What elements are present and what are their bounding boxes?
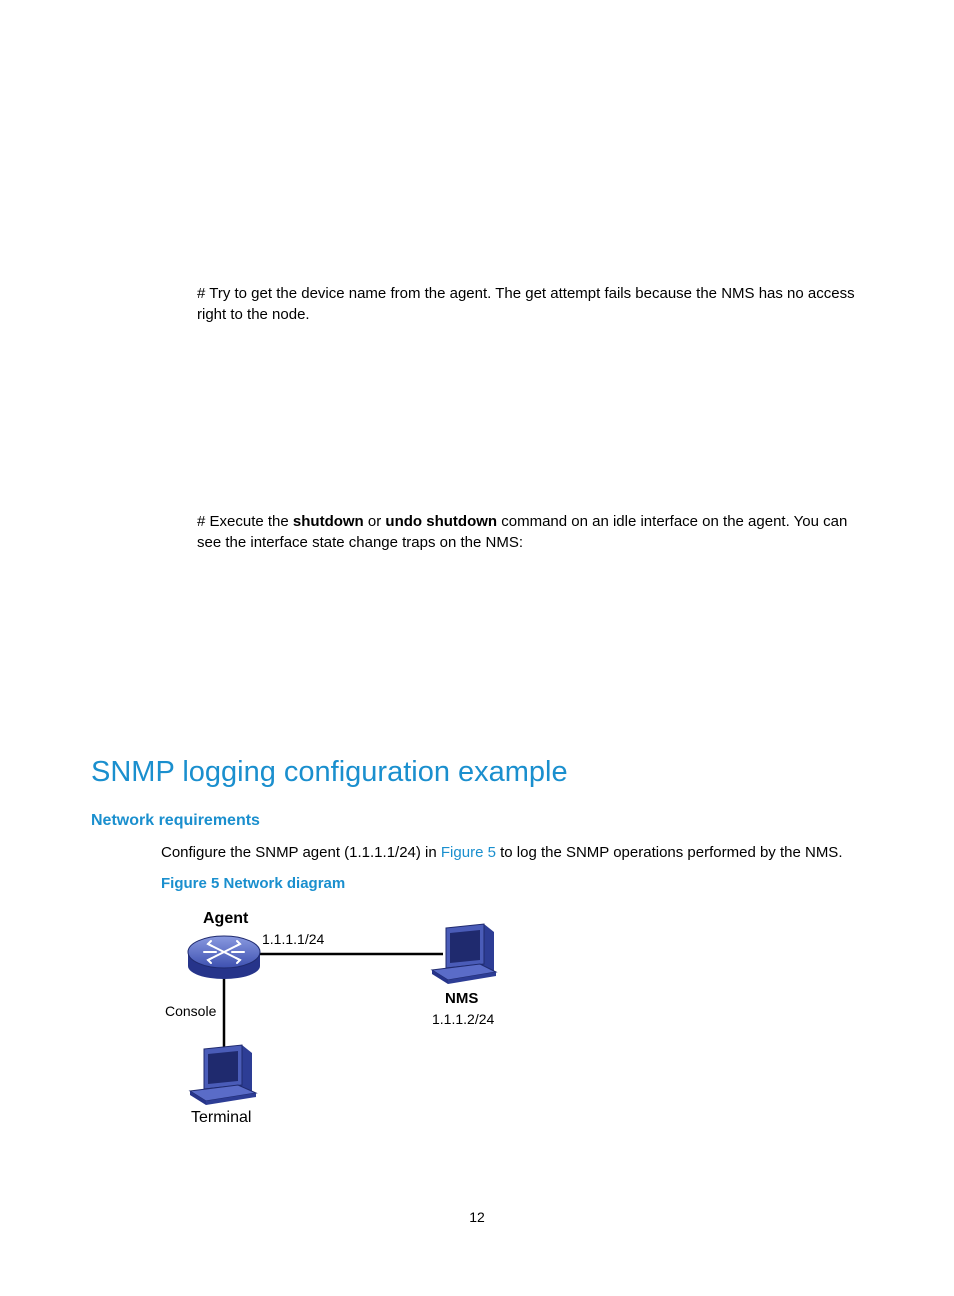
execute-prefix: # Execute the (197, 513, 293, 530)
nms-ip-label: 1.1.1.2/24 (432, 1011, 495, 1027)
figure-caption: Figure 5 Network diagram (161, 875, 346, 892)
execute-suffix: command on an idle interface on the agent. You can see the interface state change traps on the NMS: (197, 513, 848, 551)
page-number: 12 (469, 1209, 485, 1225)
agent-label: Agent (203, 910, 249, 927)
terminal-label: Terminal (191, 1109, 252, 1126)
requirements-prefix: Configure the SNMP agent (1.1.1.1/24) in (161, 844, 441, 861)
console-label: Console (165, 1003, 217, 1019)
command-undo-shutdown: undo shutdown (385, 513, 498, 530)
subheading-network-requirements: Network requirements (91, 812, 260, 829)
requirements-suffix: to log the SNMP operations performed by the NMS. (495, 844, 843, 861)
command-shutdown: shutdown (292, 513, 364, 530)
paragraph-get-attempt: # Try to get the device name from the agent. The get attempt fails because the NMS has no access right to the node. (197, 285, 855, 323)
section-title: SNMP logging configuration example (91, 756, 568, 788)
nms-label: NMS (445, 990, 479, 1007)
figure-5-link[interactable]: Figure 5 (440, 844, 496, 861)
agent-switch-icon (188, 936, 260, 979)
agent-ip-label: 1.1.1.1/24 (262, 931, 325, 947)
terminal-computer-icon (190, 1045, 256, 1105)
or-text: or (363, 513, 386, 530)
